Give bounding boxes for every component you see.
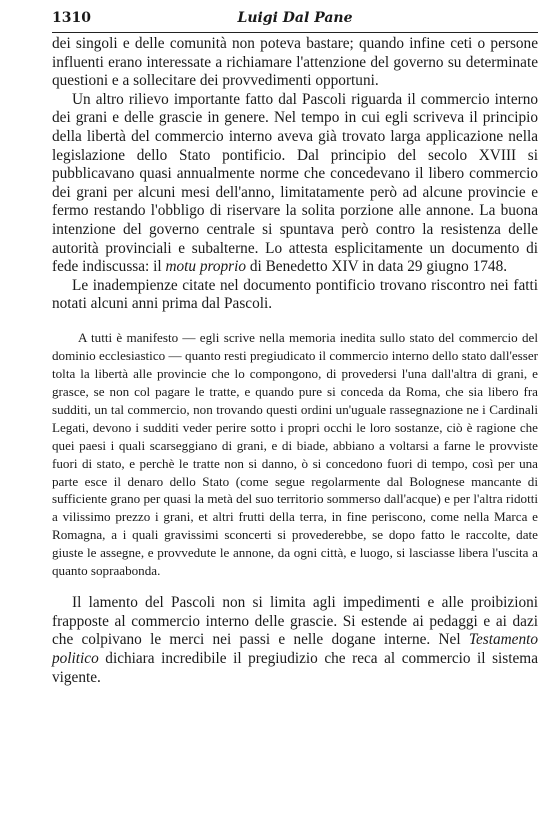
paragraph-4-text-b: dichiara incredibile il pregiudizio che reca al commercio il sistema vigente. bbox=[52, 650, 538, 686]
paragraph-4-text-a: Il lamento del Pascoli non si limita agli impedimenti e alle proibizioni frapposte al commercio interno delle grascie. Si estende ai pedaggi e ai dazi che colpivano le merci nei passi e nelle dogane interne. Nel bbox=[52, 594, 538, 649]
motu-proprio-italic: motu proprio bbox=[165, 258, 247, 276]
page-number: 1310 bbox=[52, 10, 91, 26]
document-page bbox=[52, 6, 538, 687]
block-quote: A tutti è manifesto — egli scrive nella memoria inedita sullo stato del commercio del dominio ecclesiastico — quanto resti pregiudicato il commercio interno dello stato dall'esser tolta la libertà alle provincie che lo compongono, di provedersi l'una dall'altra di grani, e grasce, se non col pagare le tratte, e quando pure si conceda da Roma, che sia libero fra sudditi, un tal commercio, non trovando questi ordini un'uguale rassegnazione ne i Cardinali Legati, devono i sudditi veder perire sotto i propri occhi le loro sostanze, ciò è ragione che quei paesi i quali scarseggiano di grani, e di biade, abbiano a voltarsi a farne le provviste fuori di stato, e perchè le tratte non si danno, ò si concedono fuori di tempo, così per una parte esce il denaro dello Stato (come segue regolarmente dal Bolognese mancante di sufficiente grano per quasi la metà del suo territorio sommerso dall'acque) e per l'altra ridotti a vilissimo prezzo i grani, et altri frutti della terra, in fine periscono, come nella Marca e Romagna, a i quali gravissimi sconcerti si provederebbe, se dopo fatto le raccolte, date giuste le assegne, e provvedute le annone, da ogni città, e luogo, si lasciasse libera l'uscita a quanto sopraabonda. bbox=[52, 329, 538, 579]
paragraph-2 bbox=[52, 91, 538, 277]
body-text bbox=[52, 35, 538, 314]
paragraph-2-text-a: Un altro rilievo importante fatto dal Pascoli riguarda il commercio interno dei grani e delle grascie in genere. Nel tempo in cui egli scriveva il principio della libertà del commercio interno aveva già trovato larga applicazione nella legislazione dello Stato pontificio. Dal principio del secolo XVIII si pubblicavano quasi annualmente norme che concedevano il libero commercio dei grani per alcuni mesi dell'anno, limitatamente però ad alcune provincie e fermo restando l'obbligo di riservare la solita porzione alle annone. La buona intenzione del governo centrale si spuntava però contro la resistenza delle autorità provinciali e subalterne. Lo attesta esplicitamente un documento di fede indiscussa: il bbox=[52, 90, 538, 276]
running-head: Luigi Dal Pane bbox=[237, 10, 353, 26]
header-rule bbox=[52, 32, 538, 33]
page-header bbox=[52, 6, 538, 28]
paragraph-3: Le inadempienze citate nel documento pontificio trovano riscontro nei fatti notati alcuni anni prima dal Pascoli. bbox=[52, 276, 538, 313]
paragraph-4 bbox=[52, 594, 538, 687]
testamento-politico-italic: Testamento politico bbox=[52, 631, 538, 668]
paragraph-1: dei singoli e delle comunità non poteva bastare; quando infine ceti o persone influenti erano interessate a richiamare l'attenzione del governo su determinate questioni e a sollecitare dei provvedimenti opportuni. bbox=[52, 35, 538, 90]
paragraph-2-text-b: di Benedetto XIV in data 29 giugno 1748. bbox=[246, 258, 508, 276]
